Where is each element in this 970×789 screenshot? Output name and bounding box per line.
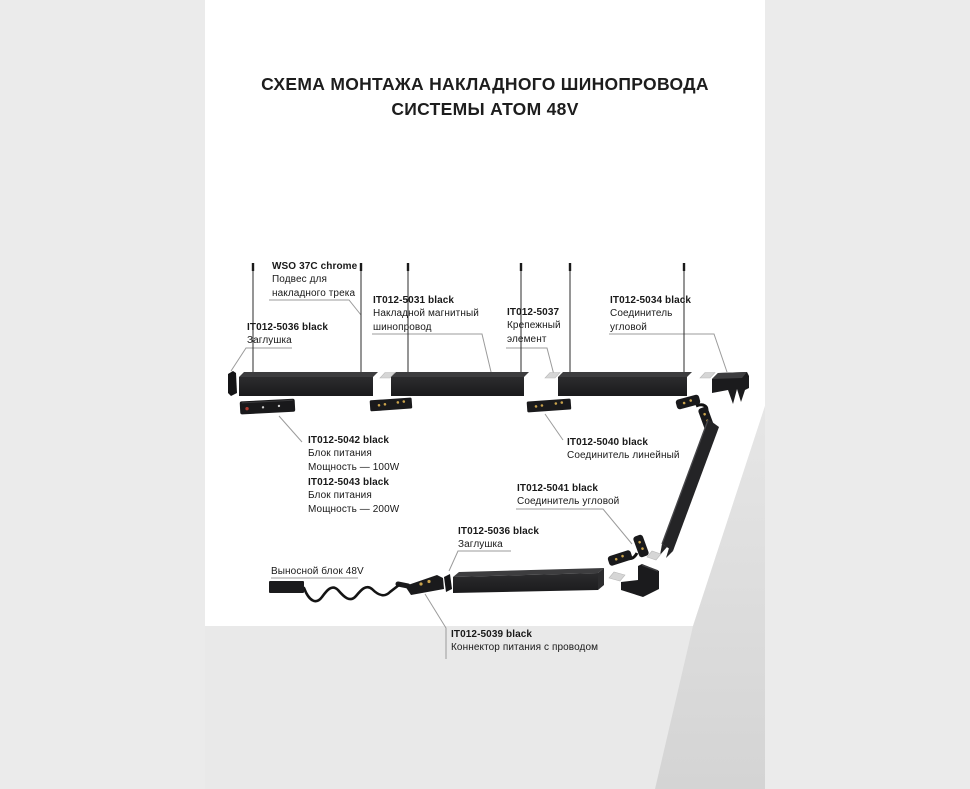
label-endcap-top <box>247 321 328 348</box>
label-corner-bottom <box>517 482 619 509</box>
label-linear-connector <box>567 436 680 463</box>
floor-plane <box>205 626 693 789</box>
part-desc: Заглушка <box>247 335 292 347</box>
endcap-top <box>228 371 237 396</box>
label-remote-block <box>271 565 364 578</box>
part-number: IT012-5041 black <box>517 483 599 494</box>
part-desc: Выносной блок 48V <box>271 566 364 577</box>
part-number: IT012-5037 <box>507 307 560 318</box>
part-desc: Заглушка <box>458 539 503 551</box>
track-segment-3 <box>558 372 692 396</box>
part-desc: Блок питания <box>308 448 372 460</box>
label-corner-top <box>610 294 691 334</box>
part-desc: Подвес для <box>272 274 327 286</box>
label-endcap-bottom <box>458 525 539 552</box>
part-number: IT012-5036 black <box>247 322 329 333</box>
title-line-2: СИСТЕМЫ АТОМ 48V <box>391 98 579 119</box>
part-desc: Соединитель угловой <box>517 496 620 508</box>
remote-power-block <box>269 581 304 593</box>
label-suspension <box>272 260 357 300</box>
part-desc: элемент <box>507 333 547 345</box>
part-desc: Коннектор питания с проводом <box>451 642 599 654</box>
part-desc: Блок питания <box>308 490 372 502</box>
part-desc: Соединитель <box>610 308 673 320</box>
label-psu-100 <box>308 434 399 474</box>
part-desc: накладного трека <box>272 287 356 299</box>
part-desc: Мощность — 200W <box>308 503 400 515</box>
label-track <box>373 294 479 334</box>
part-number: IT012-5039 black <box>451 629 533 640</box>
label-power-connector <box>451 628 598 655</box>
part-number: IT012-5034 black <box>610 295 692 306</box>
part-desc: угловой <box>610 321 647 333</box>
title-line-1: СХЕМА МОНТАЖА НАКЛАДНОГО ШИНОПРОВОДА <box>261 74 709 94</box>
part-number: IT012-5043 black <box>308 477 390 488</box>
part-desc: Соединитель линейный <box>567 450 680 462</box>
part-number: IT012-5040 black <box>567 437 649 448</box>
label-mount <box>507 306 561 346</box>
label-psu-200 <box>308 476 399 516</box>
part-desc: Мощность — 100W <box>308 461 400 473</box>
part-number: IT012-5031 black <box>373 295 455 306</box>
part-desc: шинопровод <box>373 321 432 333</box>
part-number: WSO 37C chrome <box>272 261 358 272</box>
part-number: IT012-5042 black <box>308 435 390 446</box>
part-desc: Крепежный <box>507 320 561 332</box>
track-segment-1 <box>239 372 378 396</box>
part-number: IT012-5036 black <box>458 526 540 537</box>
track-segment-2 <box>391 372 529 396</box>
bottom-track <box>453 568 604 593</box>
page-title <box>205 72 765 122</box>
part-desc: Накладной магнитный <box>373 308 479 320</box>
